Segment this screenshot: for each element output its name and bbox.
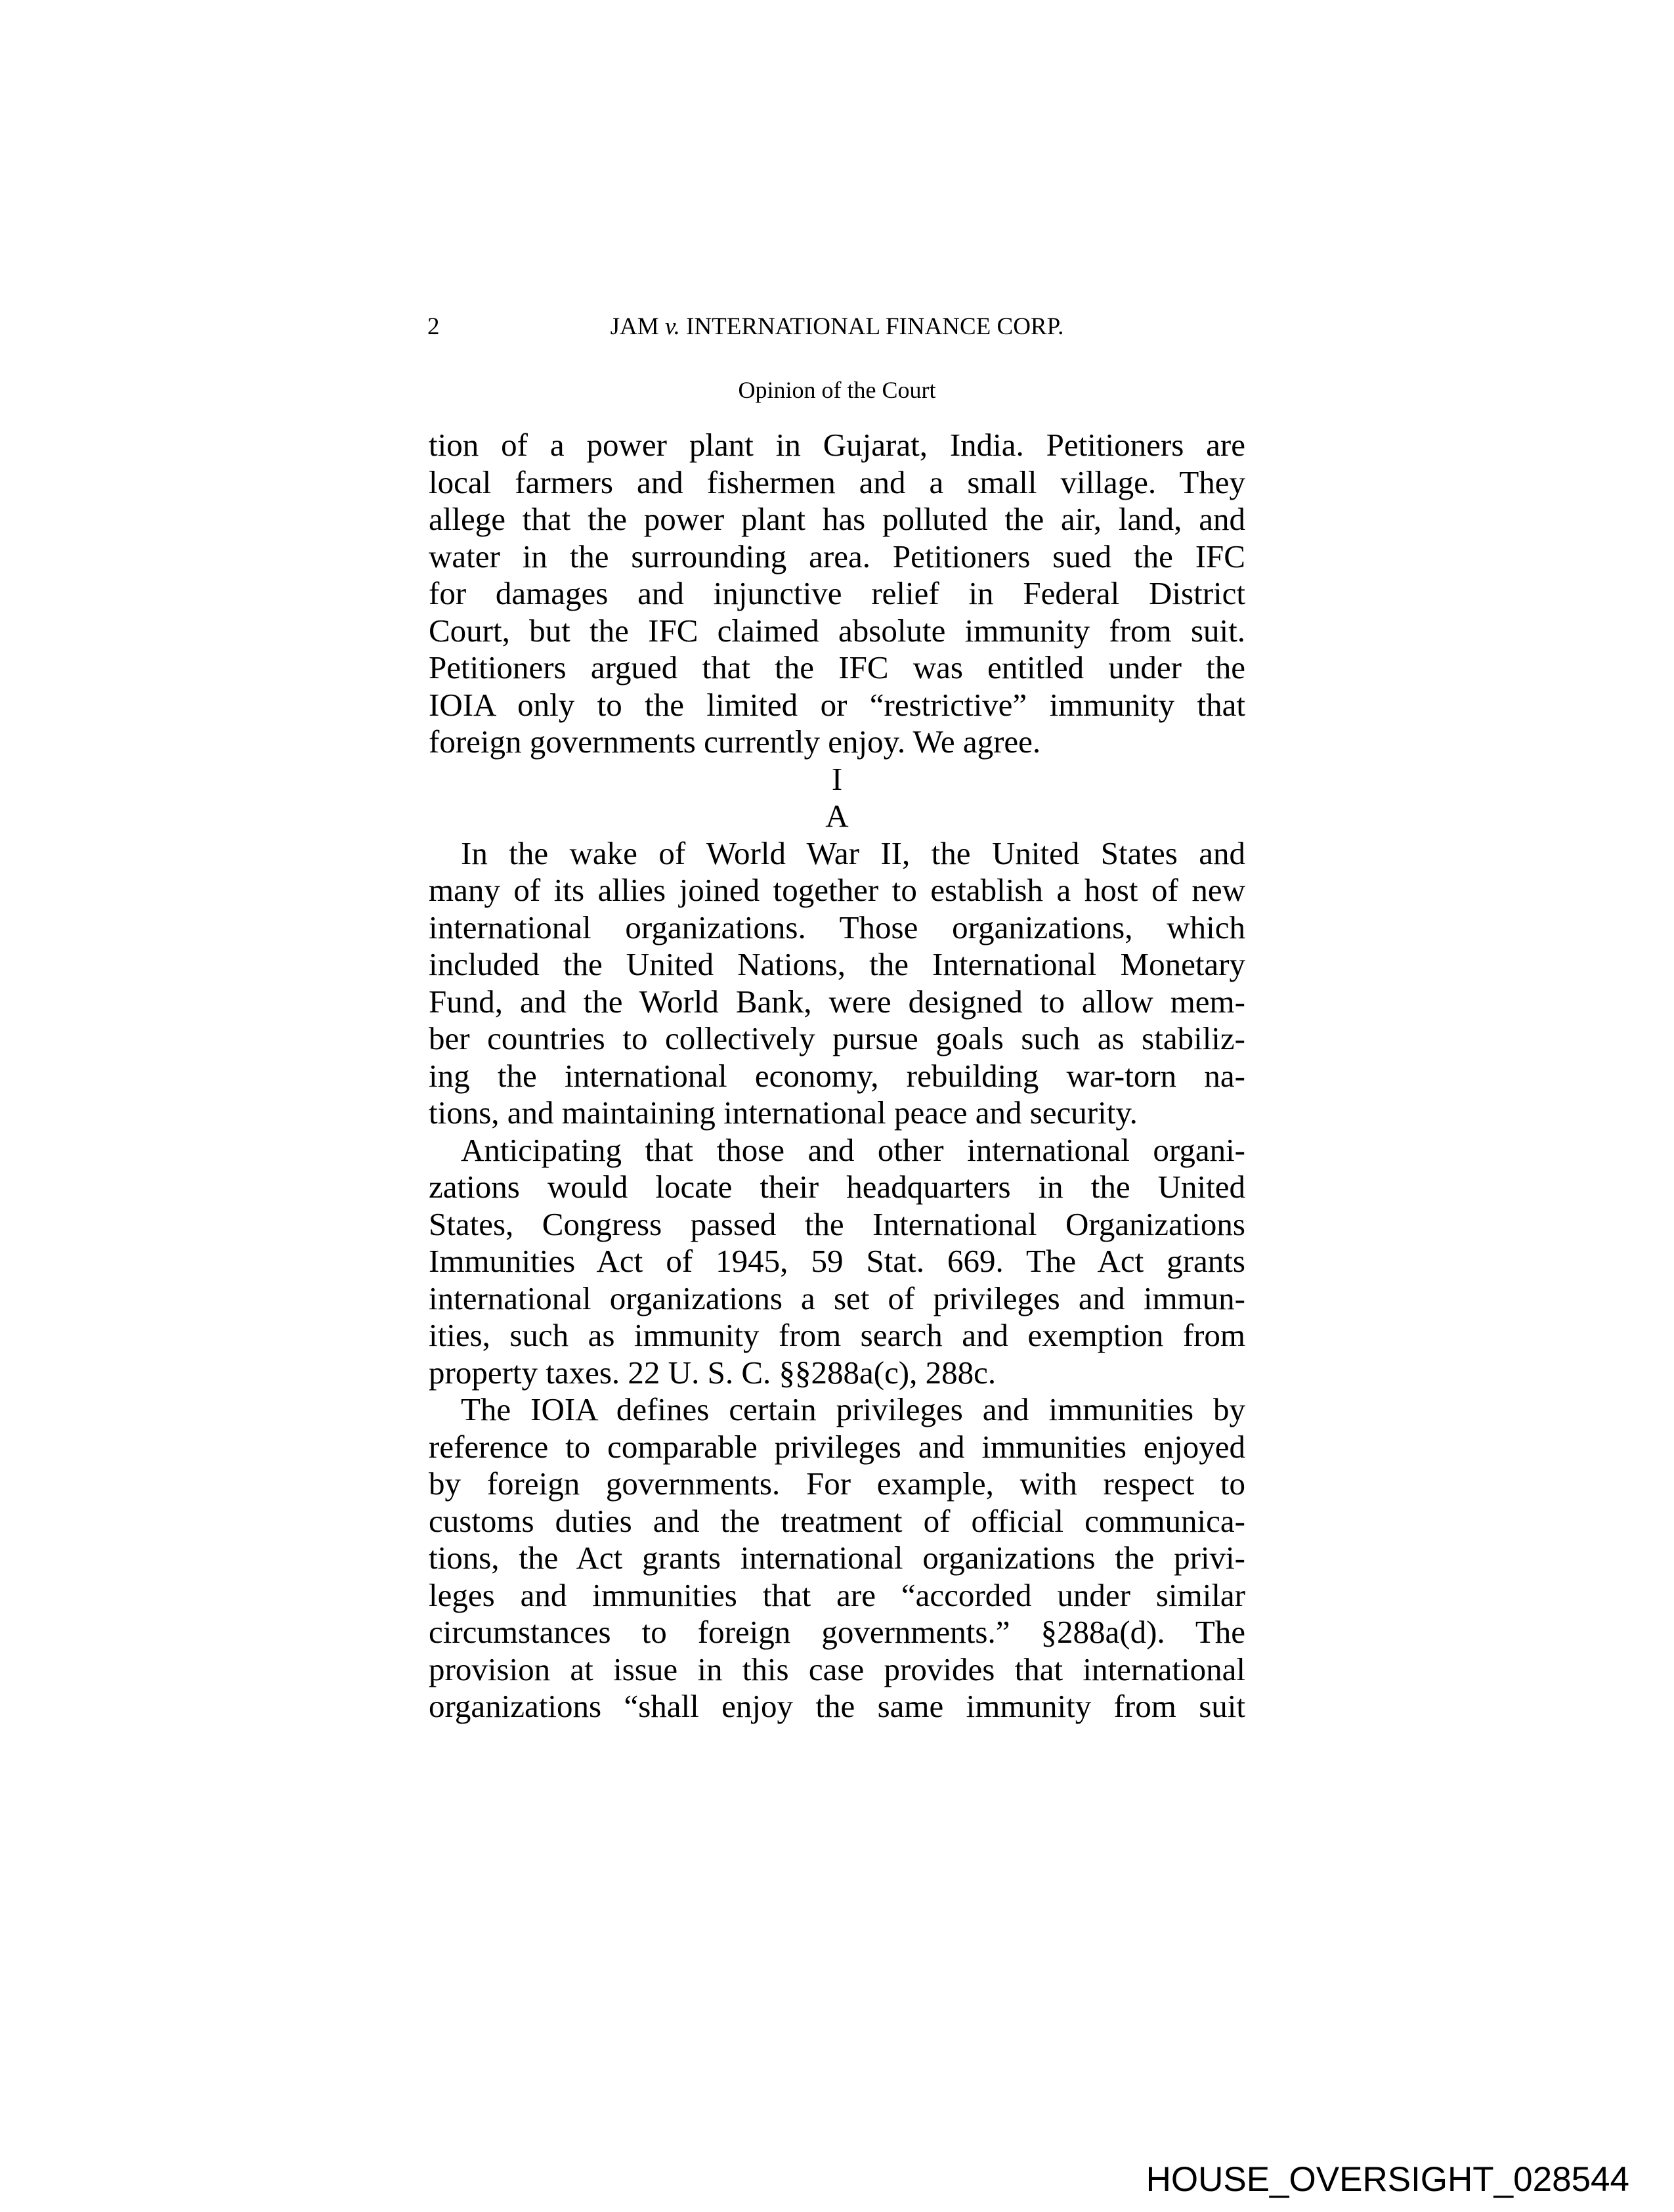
text-line: Fund, and the World Bank, were designed to allow mem- <box>429 983 1245 1020</box>
paragraph <box>429 1132 1245 1392</box>
text-line: for damages and injunctive relief in Federal District <box>429 575 1245 611</box>
opinion-label: Opinion of the Court <box>738 377 936 403</box>
text-line: ing the international economy, rebuilding war-torn na- <box>429 1057 1245 1094</box>
text-line: Anticipating that those and other international organi- <box>461 1131 1245 1168</box>
text-line: included the United Nations, the International Monetary <box>429 946 1245 982</box>
running-title-respondent: INTERNATIONAL FINANCE CORP. <box>679 313 1064 340</box>
text-line: allege that the power plant has polluted the air, land, and <box>429 501 1245 537</box>
section-heading: A <box>825 798 849 834</box>
text-line: ities, such as immunity from search and exemption from <box>429 1317 1245 1353</box>
text-line: zations would locate their headquarters in the United <box>429 1169 1245 1205</box>
paragraph <box>429 1391 1245 1725</box>
text-line: Court, but the IFC claimed absolute immunity from suit. <box>429 612 1245 649</box>
text-line: tions, the Act grants international organizations the privi- <box>429 1540 1245 1576</box>
page-number: 2 <box>427 313 440 340</box>
text-line: Immunities Act of 1945, 59 Stat. 669. The Act grants <box>429 1243 1245 1279</box>
text-line: property taxes. 22 U. S. C. §§288a(c), 288c. <box>429 1354 997 1391</box>
text-line: foreign governments currently enjoy. We agree. <box>429 724 1041 760</box>
text-line: circumstances to foreign governments.” §288a(d). The <box>429 1614 1245 1650</box>
text-line: tions, and maintaining international peace and security. <box>429 1095 1138 1131</box>
running-title-versus: v. <box>664 313 680 340</box>
running-title-party: JAM <box>610 313 665 340</box>
text-line: States, Congress passed the International Organizations <box>429 1205 1245 1242</box>
text-line: international organizations. Those organizations, which <box>429 909 1245 945</box>
text-line: The IOIA defines certain privileges and immunities by <box>461 1391 1245 1427</box>
bates-number: HOUSE_OVERSIGHT_028544 <box>1146 2160 1629 2199</box>
running-title <box>429 314 1245 340</box>
text-line: IOIA only to the limited or “restrictive” immunity that <box>429 686 1245 723</box>
opinion-body <box>429 427 1245 1725</box>
text-line: organizations “shall enjoy the same immunity from suit <box>429 1688 1245 1724</box>
text-line: ber countries to collectively pursue goals such as stabiliz- <box>429 1020 1245 1056</box>
text-line: water in the surrounding area. Petitioners sued the IFC <box>429 538 1245 575</box>
text-line: customs duties and the treatment of official communica- <box>429 1502 1245 1539</box>
text-line: reference to comparable privileges and immunities enjoyed <box>429 1428 1245 1465</box>
paragraph <box>429 427 1245 761</box>
text-line: by foreign governments. For example, with respect to <box>429 1465 1245 1502</box>
paragraph <box>429 835 1245 1132</box>
text-line: leges and immunities that are “accorded under similar <box>429 1576 1245 1613</box>
text-line: tion of a power plant in Gujarat, India. Petitioners are <box>429 427 1245 463</box>
text-line: many of its allies joined together to establish a host of new <box>429 872 1245 908</box>
text-line: Petitioners argued that the IFC was entitled under the <box>429 649 1245 685</box>
text-line: In the wake of World War II, the United States and <box>461 835 1245 871</box>
text-line: international organizations a set of privileges and immun- <box>429 1280 1245 1316</box>
text-line: provision at issue in this case provides that international <box>429 1651 1245 1687</box>
text-line: local farmers and fishermen and a small village. They <box>429 464 1245 500</box>
section-heading: I <box>831 760 843 797</box>
